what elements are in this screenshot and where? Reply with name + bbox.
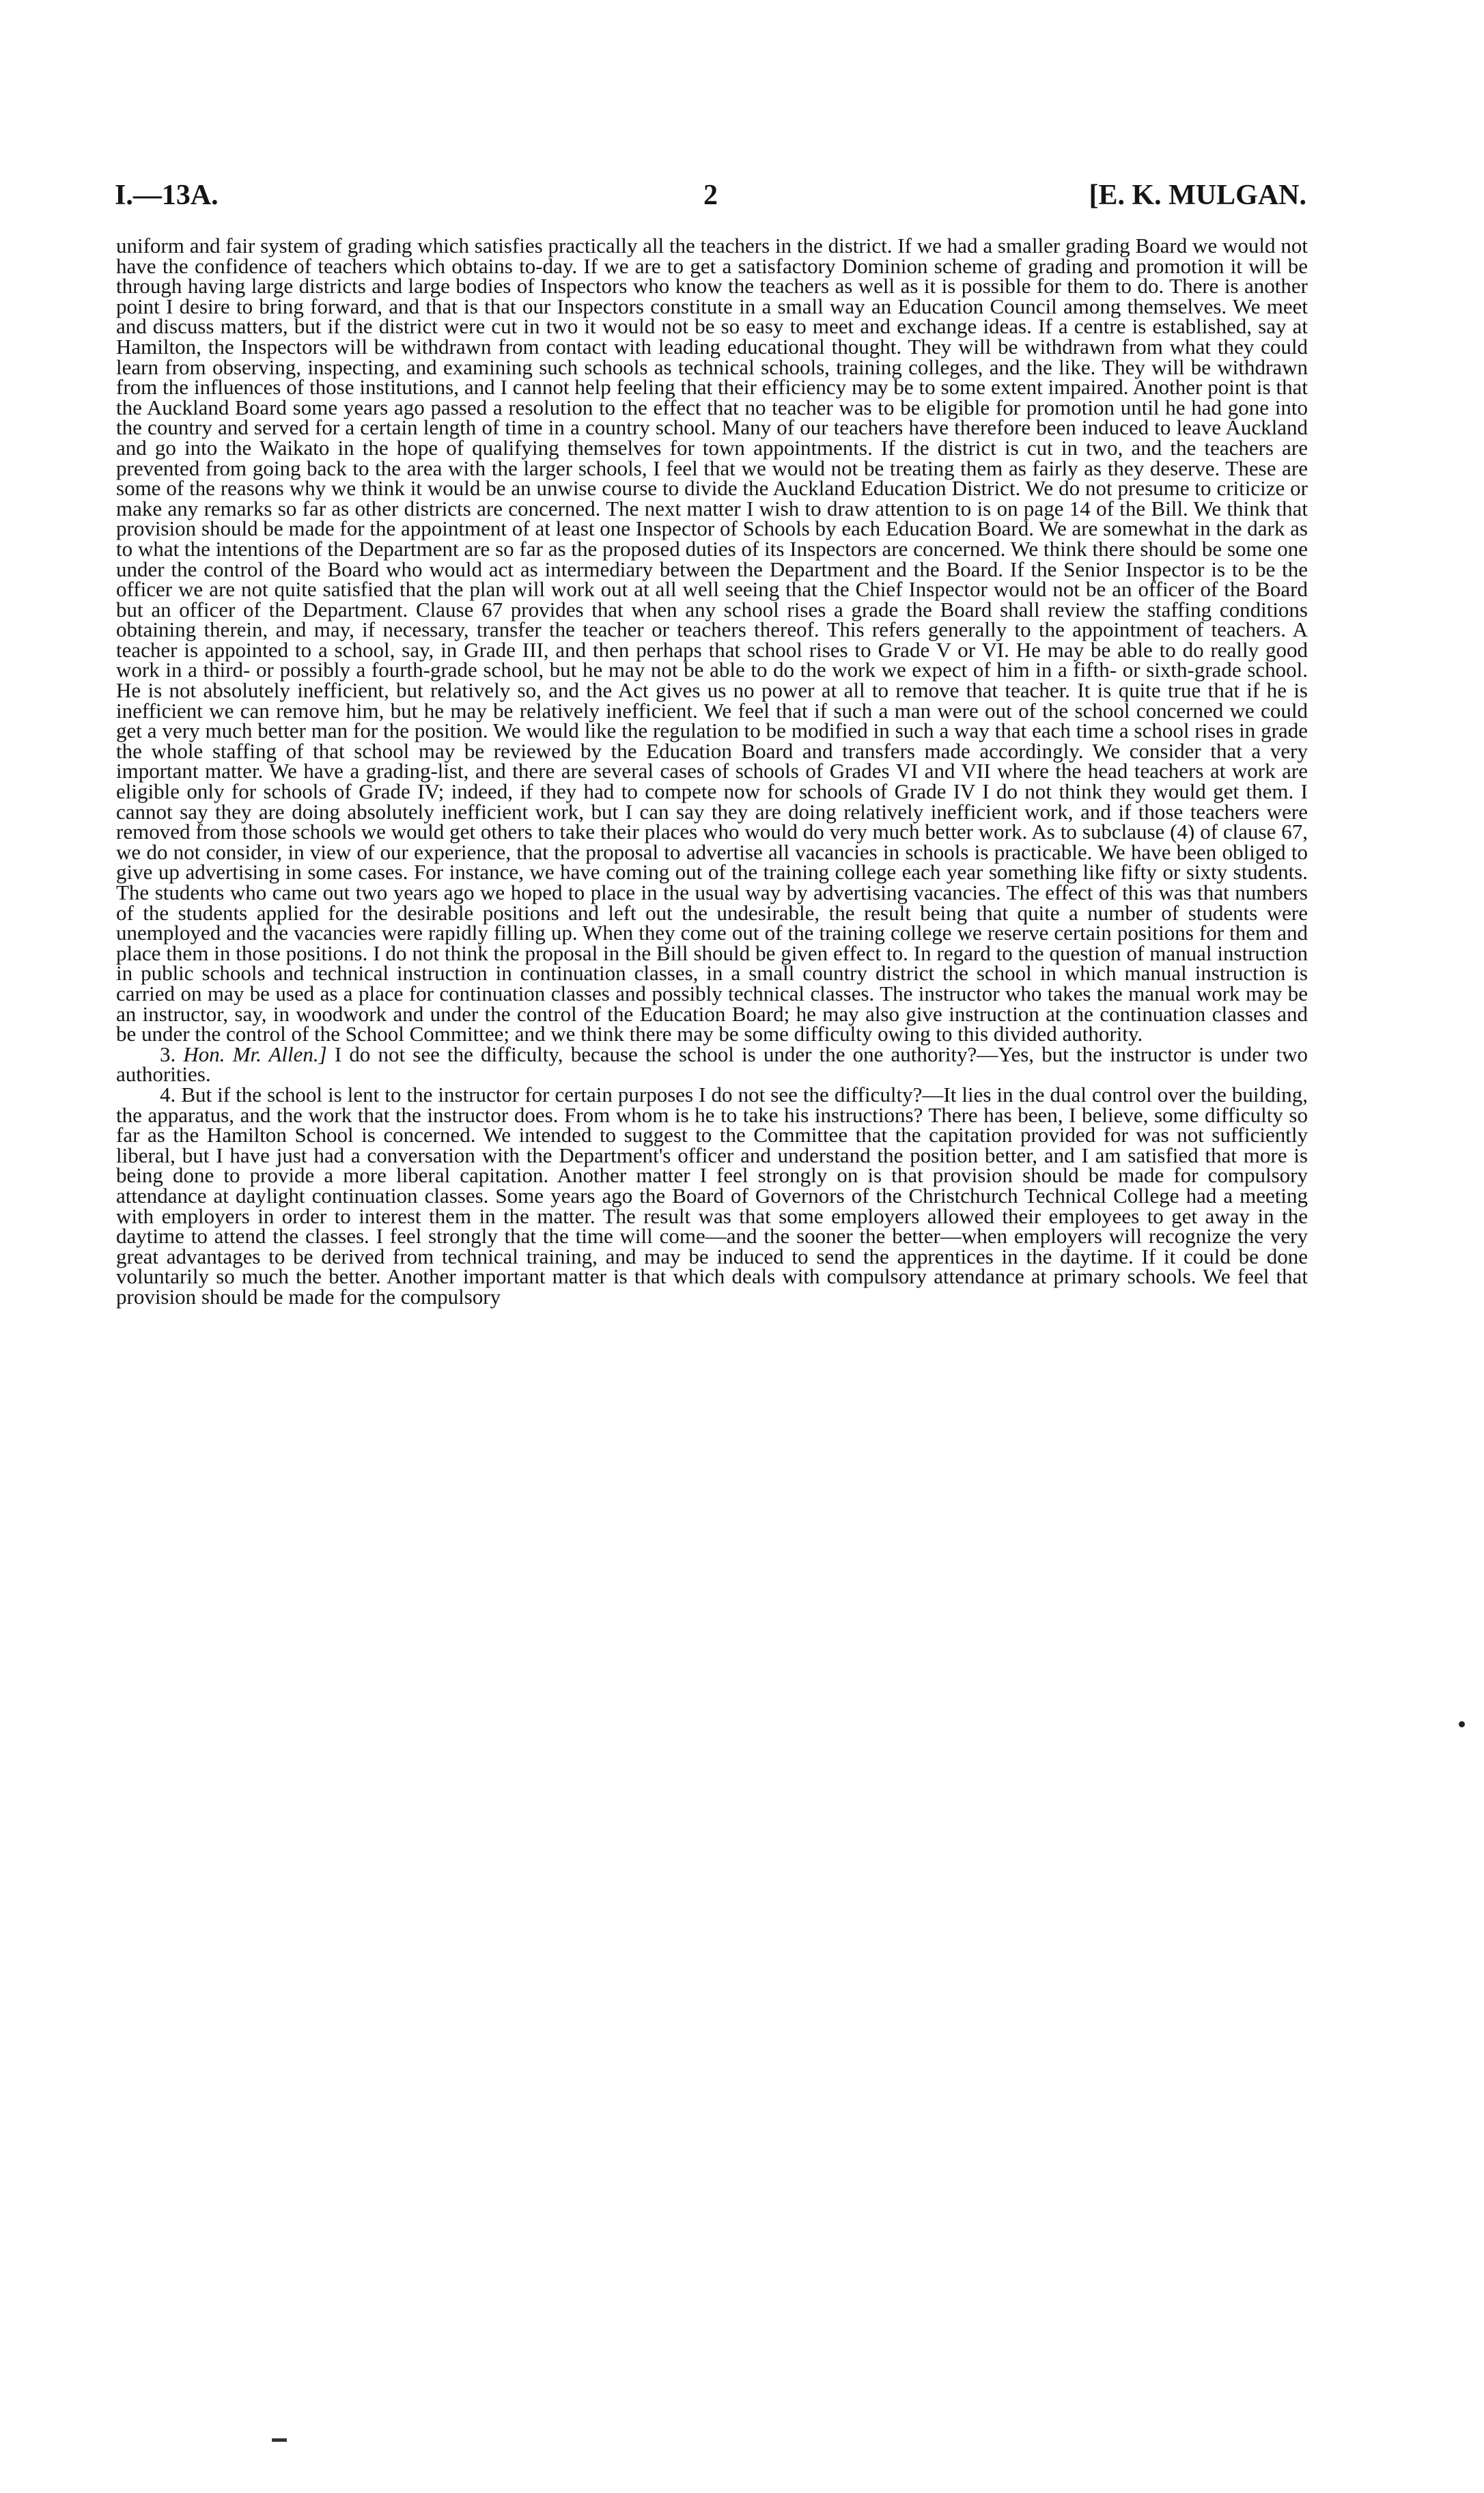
question-text: I do not see the difficulty, because the school is under the one authority?—Yes, but the instructor is under two authorities. <box>116 1042 1308 1087</box>
scan-mark-dash <box>272 2438 287 2442</box>
witness-name: [E. K. MULGAN. <box>1089 180 1306 211</box>
speaker-name: Hon. Mr. Allen.] <box>183 1042 327 1066</box>
paragraph-continuation: uniform and fair system of grading which satisfies practically all the teachers in the district. If we had a smaller grading Board we would not have the confidence of teachers which obtains to-day. If we are to get a satisfactory Dominion scheme of grading and promotion it will be through having large districts and large bodies of Inspectors who know the teachers as well as it is possible for them to do. There is another point I desire to bring forward, and that is that our Inspectors constitute in a small way an Education Council among themselves. We meet and discuss matters, but if the district were cut in two it would not be so easy to meet and exchange ideas. If a centre is established, say at Hamilton, the Inspectors will be withdrawn from contact with leading educational thought. They will be withdrawn from what they could learn from observing, inspecting, and examining such schools as technical schools, training colleges, and the like. They will be withdrawn from the influences of those institutions, and I cannot help feeling that their efficiency may be to some extent impaired. Another point is that the Auckland Board some years ago passed a resolution to the effect that no teacher was to be eligible for promotion until he had gone into the country and served for a certain length of time in a country school. Many of our teachers have therefore been induced to leave Auckland and go into the Waikato in the hope of qualifying themselves for town appointments. If the district is cut in two, and the teachers are prevented from going back to the area with the larger schools, I feel that we would not be treating them as fairly as they deserve. These are some of the reasons why we think it would be an unwise course to divide the Auckland Education District. We do not presume to criticize or make any remarks so far as other districts are concerned. The next matter I wish to draw attention to is on page 14 of the Bill. We think that provision should be made for the appointment of at least one Inspector of Schools by each Education Board. We are somewhat in the dark as to what the intentions of the Department are so far as the proposed duties of its Inspectors are concerned. We think there should be some one under the control of the Board who would act as intermediary between the Department and the Board. If the Senior Inspector is to be the officer we are not quite satisfied that the plan will work out at all well seeing that the Chief Inspector would not be an officer of the Board but an officer of the Department. Clause 67 provides that when any school rises a grade the Board shall review the staffing conditions obtaining therein, and may, if necessary, transfer the teacher or teachers thereof. This refers generally to the appointment of teachers. A teacher is appointed to a school, say, in Grade III, and then perhaps that school rises to Grade V or VI. He may be able to do really good work in a third- or possibly a fourth-grade school, but he may not be able to do the work we expect of him in a fifth- or sixth-grade school. He is not absolutely inefficient, but relatively so, and the Act gives us no power at all to remove that teacher. It is quite true that if he is inefficient we can remove him, but he may be relatively inefficient. We feel that if such a man were out of the school concerned we could get a very much better man for the position. We would like the regulation to be modified in such a way that each time a school rises in grade the whole staffing of that school may be reviewed by the Education Board and transfers made accordingly. We consider that a very important matter. We have a grading-list, and there are several cases of schools of Grades VI and VII where the head teachers at work are eligible only for schools of Grade IV; indeed, if they had to compete now for schools of Grade IV I do not think they would get them. I cannot say they are doing absolutely inefficient work, but I can say they are doing relatively inefficient work, and if those teachers were removed from those schools we would get others to take their places who would do very much better work. As to subclause (4) of clause 67, we do not consider, in view of our experience, that the proposal to advertise all vacancies in schools is practicable. We have been obliged to give up advertising in some cases. For instance, we have coming out of the training college each year something like fifty or sixty students. The students who came out two years ago we hoped to place in the usual way by advertising vacancies. The effect of this was that numbers of the students applied for the desirable positions and left out the undesirable, the result being that quite a number of students were unemployed and the vacancies were rapidly filling up. When they come out of the training college we reserve certain positions for them and place them in those positions. I do not think the proposal in the Bill should be given effect to. In regard to the question of manual instruction in public schools and technical instruction in continuation classes, in a small country district the school in which manual instruction is carried on may be used as a place for continuation classes and possibly technical classes. The instructor who takes the manual work may be an instructor, say, in woodwork and under the control of the Education Board; he may also give instruction at the continuation classes and be under the control of the School Committee; and we think there may be some difficulty owing to this divided authority. <box>116 234 1308 1046</box>
question-number: 3. <box>160 1042 176 1066</box>
page-number: 2 <box>703 180 718 211</box>
paper-reference: I.—13A. <box>115 180 219 211</box>
question-text: But if the school is lent to the instructor for certain purposes I do not see the difficulty?—It lies in the dual control over the building, the apparatus, and the work that the instructor does. From whom is he to take his instructions? There has been, I believe, some difficulty so far as the Hamilton School is concerned. We intended to suggest to the Committee that the capitation provided for was not sufficiently liberal, but I have just had a conversation with the Department's officer and understand the position better, and I am satisfied that more is being done to provide a more liberal capitation. Another matter I feel strongly on is that provision should be made for compulsory attendance at daylight continuation classes. Some years ago the Board of Governors of the Christchurch Technical College had a meeting with employers in order to interest them in the matter. The result was that some employers allowed their employees to get away in the daytime to attend the classes. I feel strongly that the time will come—and the sooner the better—when employers will recognize the very great advantages to be derived from technical training, and may be induced to send the apprentices in the daytime. If it could be done voluntarily so much the better. Another important matter is that which deals with compulsory attendance at primary schools. We feel that provision should be made for the compulsory <box>116 1082 1308 1309</box>
body-text <box>116 236 1308 1307</box>
scan-mark-dot <box>1459 1721 1465 1727</box>
paragraph-question-4 <box>116 1082 1308 1309</box>
paragraph-question-3 <box>116 1044 1308 1085</box>
page-header <box>115 179 1306 220</box>
question-number: 4. <box>160 1082 176 1106</box>
